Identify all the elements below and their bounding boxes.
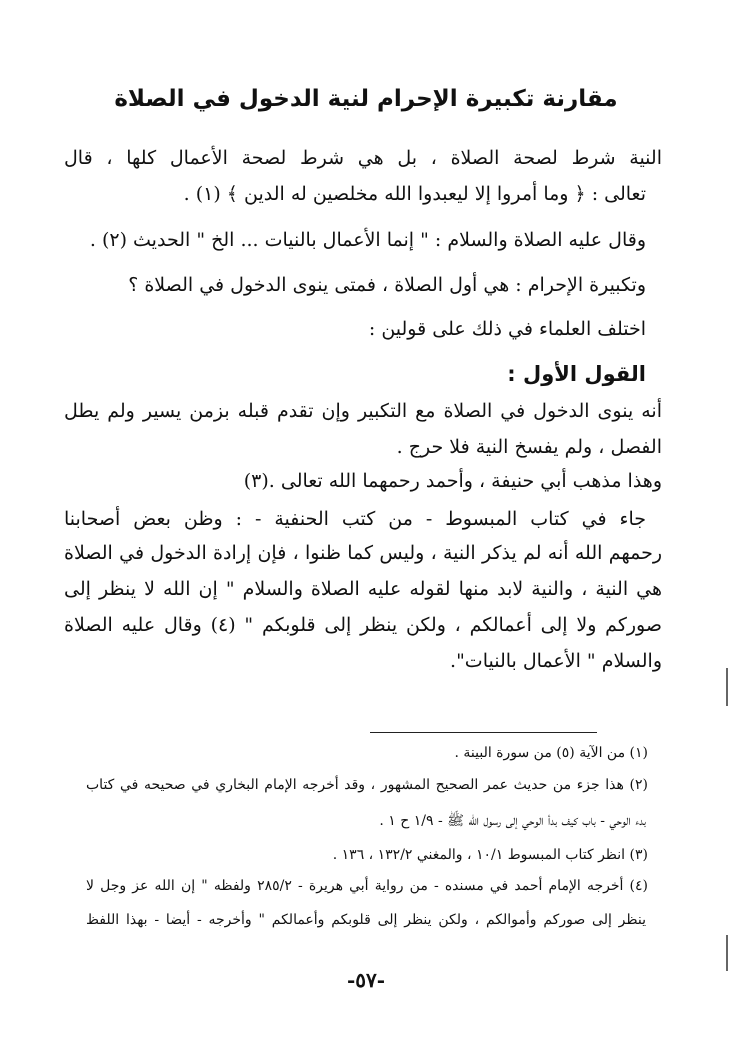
footnote: ينظر إلى صوركم وأموالكم ، ولكن ينظر إلى قلوبكم وأعمالكم " وأخرجه - أيضا - بهذا اللفظ bbox=[86, 912, 646, 928]
footnote: (٤) أخرجه الإمام أحمد في مسنده - من رواية أبي هريرة - ٢٨٥/٢ ولفظه " إن الله عز وجل لا bbox=[86, 878, 648, 894]
body-line: أنه ينوى الدخول في الصلاة مع التكبير وإن تقدم قبله بزمن يسير ولم يطل bbox=[64, 400, 662, 422]
scan-edge-mark bbox=[726, 668, 728, 706]
body-line: رحمهم الله أنه لم يذكر النية ، وليس كما ظنوا ، فإن إرادة الدخول في الصلاة bbox=[64, 542, 662, 564]
footnote-divider bbox=[370, 732, 597, 733]
page-title: مقارنة تكبيرة الإحرام لنية الدخول في الصلاة bbox=[114, 86, 618, 112]
page-number: -٥٧- bbox=[346, 968, 386, 992]
body-line: وقال عليه الصلاة والسلام : " إنما الأعمال بالنيات ... الخ " الحديث (٢) . bbox=[89, 229, 646, 251]
footnote: (٣) انظر كتاب المبسوط ١٠/١ ، والمغني ١٣٢/٢ ، ١٣٦ . bbox=[332, 847, 648, 863]
body-line: وتكبيرة الإحرام : هي أول الصلاة ، فمتى ينوى الدخول في الصلاة ؟ bbox=[128, 274, 646, 296]
scan-edge-mark bbox=[726, 935, 728, 971]
body-line: النية شرط لصحة الصلاة ، بل هي شرط لصحة الأعمال كلها ، قال bbox=[64, 147, 662, 169]
footnote: (٢) هذا جزء من حديث عمر الصحيح المشهور ، وقد أخرجه الإمام البخاري في صحيحه في كتاب bbox=[86, 777, 648, 793]
section-heading: القول الأول : bbox=[507, 362, 646, 386]
footnote: بدء الوحي - باب كيف بدأ الوحي إلى رسول الله ﷺ - ١/٩ ح ١ . bbox=[379, 813, 646, 829]
footnote: (١) من الآية (٥) من سورة البينة . bbox=[454, 745, 648, 761]
body-line: الفصل ، ولم يفسخ النية فلا حرج . bbox=[396, 436, 662, 458]
body-line: صوركم ولا إلى أعمالكم ، ولكن ينظر إلى قلوبكم " (٤) وقال عليه الصلاة bbox=[64, 614, 662, 636]
body-line: اختلف العلماء في ذلك على قولين : bbox=[368, 318, 646, 340]
body-line: تعالى : ﴿ وما أمروا إلا ليعبدوا الله مخلصين له الدين ﴾ (١) . bbox=[183, 183, 646, 205]
body-line: هي النية ، والنية لابد منها لقوله عليه الصلاة والسلام " إن الله لا ينظر إلى bbox=[64, 578, 662, 600]
body-line: والسلام " الأعمال بالنيات". bbox=[450, 650, 662, 672]
body-line: جاء في كتاب المبسوط - من كتب الحنفية - : وظن بعض أصحابنا bbox=[64, 508, 646, 530]
body-line: وهذا مذهب أبي حنيفة ، وأحمد رحمهما الله تعالى .(٣) bbox=[243, 470, 662, 492]
